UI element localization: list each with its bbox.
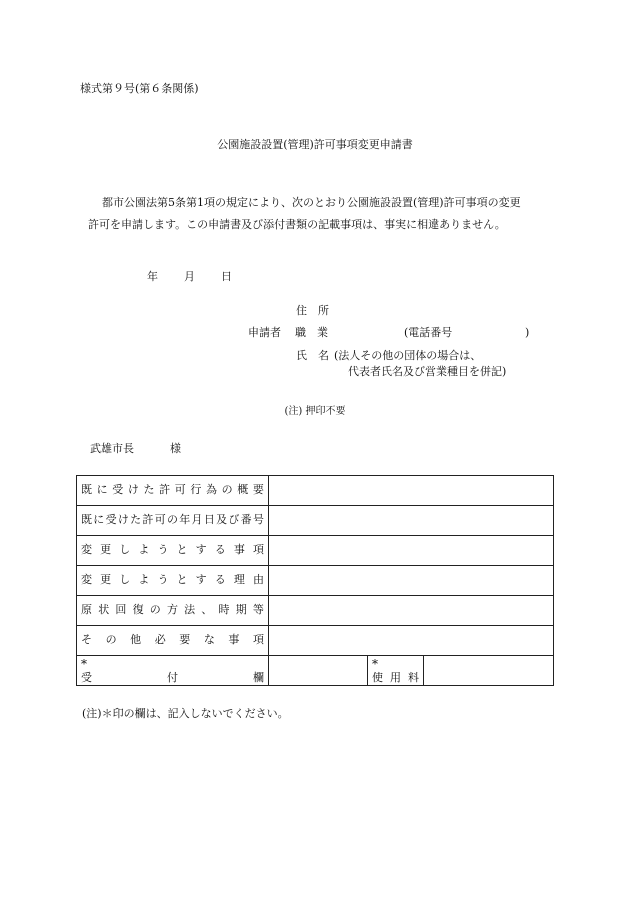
label-char: 日 (203, 513, 215, 527)
fee-star: * (372, 656, 378, 671)
reception-label (77, 656, 269, 686)
label-char: 許 (159, 483, 171, 497)
row-label (77, 626, 269, 656)
table-row (77, 626, 554, 656)
name-note-line-2: 代表者氏名及び営業種目を併記) (348, 365, 507, 378)
phone-label: (電話番号 (404, 326, 453, 339)
label-char: す (195, 573, 207, 587)
label-char: 等 (252, 603, 264, 617)
label-char: 行 (190, 483, 202, 497)
label-char: 受 (105, 513, 117, 527)
label-char: う (157, 543, 169, 557)
label-char: 項 (252, 543, 264, 557)
label-char: 年 (179, 513, 191, 527)
row-input-cell[interactable] (269, 626, 554, 656)
row-label (77, 596, 269, 626)
label-char: び (228, 513, 240, 527)
row-label-text (81, 573, 264, 587)
label-char: た (130, 513, 142, 527)
name-note-line-1: (法人その他の団体の場合は、 (334, 349, 482, 362)
label-char: の (149, 603, 161, 617)
label-char: 既 (81, 513, 92, 527)
table-row (77, 536, 554, 566)
date-line (147, 270, 232, 284)
label-char: 事 (228, 633, 240, 647)
label-char: 項 (252, 633, 264, 647)
row-input-cell[interactable] (269, 596, 554, 626)
row-input-cell[interactable] (269, 506, 554, 536)
date-day: 日 (221, 270, 232, 283)
label-char: す (195, 543, 207, 557)
addressee-honorific: 様 (170, 442, 181, 455)
table-row (77, 566, 554, 596)
label-char: 料 (408, 670, 419, 684)
reception-char: 欄 (253, 670, 264, 684)
label-char: 要 (252, 483, 264, 497)
table-row-reception (77, 656, 554, 686)
label-char: 概 (237, 483, 249, 497)
label-char: 原 (81, 603, 92, 617)
statement-line-1: 都市公園法第5条第1項の規定により、次のとおり公園施設設置(管理)許可事項の変更 (102, 196, 521, 209)
label-char: 変 (81, 573, 92, 587)
document-title: 公園施設設置(管理)許可事項変更申請書 (217, 138, 413, 151)
label-char: 可 (154, 513, 166, 527)
phone-close: ) (525, 326, 530, 339)
date-month: 月 (184, 270, 195, 283)
application-statement (88, 192, 558, 236)
row-label-text (81, 483, 264, 497)
name-label: 氏 名 (296, 349, 329, 362)
row-label (77, 476, 269, 506)
addressee-name: 武雄市長 (90, 442, 134, 455)
label-char: 理 (233, 573, 245, 587)
label-char: け (127, 483, 139, 497)
row-label (77, 566, 269, 596)
fee-cell[interactable] (424, 656, 554, 686)
reception-star: * (81, 656, 87, 671)
label-char: 由 (252, 573, 264, 587)
label-char: 法 (184, 603, 196, 617)
date-year: 年 (147, 270, 158, 283)
table-row (77, 506, 554, 536)
row-label-text (81, 513, 264, 527)
label-char: 番 (240, 513, 252, 527)
label-char: 月 (191, 513, 203, 527)
label-char: 為 (206, 483, 217, 497)
row-input-cell[interactable] (269, 536, 554, 566)
label-char: な (203, 633, 215, 647)
label-char: う (157, 573, 169, 587)
label-char: し (119, 543, 131, 557)
label-char: の (221, 483, 233, 497)
label-char: た (143, 483, 155, 497)
label-char: そ (81, 633, 92, 647)
row-input-cell[interactable] (269, 566, 554, 596)
label-char: 要 (179, 633, 191, 647)
label-char: よ (138, 543, 150, 557)
row-label (77, 506, 269, 536)
applicant-label: 申請者 (248, 326, 281, 339)
row-label-text (81, 633, 264, 647)
label-char: 事 (233, 543, 245, 557)
row-label (77, 536, 269, 566)
table-row (77, 476, 554, 506)
label-char: 状 (98, 603, 110, 617)
label-char: し (119, 573, 131, 587)
label-char: 更 (100, 543, 112, 557)
occupation-label: 職 業 (295, 326, 328, 339)
label-char: 用 (390, 670, 401, 684)
table-row (77, 596, 554, 626)
label-char: 、 (201, 603, 213, 617)
reception-cell[interactable] (269, 656, 368, 686)
reception-char: 付 (167, 670, 178, 684)
label-char: け (117, 513, 129, 527)
label-char: 使 (372, 670, 383, 684)
address-label: 住 所 (296, 304, 329, 317)
statement-line-2: 許可を申請します。この申請書及び添付書類の記載事項は、事実に相違ありません。 (88, 218, 506, 231)
label-char: よ (138, 573, 150, 587)
label-char: る (214, 573, 226, 587)
label-char: 必 (154, 633, 166, 647)
label-char: 変 (81, 543, 92, 557)
applicant-block (248, 326, 328, 340)
reception-text (81, 671, 264, 684)
addressee (90, 442, 181, 456)
label-char: 時 (218, 603, 230, 617)
label-char: の (166, 513, 178, 527)
label-char: 既 (81, 483, 92, 497)
label-char: 可 (174, 483, 186, 497)
fee-label (368, 656, 424, 686)
label-char: 更 (100, 573, 112, 587)
label-char: 回 (115, 603, 127, 617)
footer-note: (注)＊印の欄は、記入しないでください。 (82, 707, 289, 720)
application-table (76, 475, 554, 686)
form-number: 様式第９号(第６条関係) (80, 82, 199, 95)
label-char: 受 (112, 483, 124, 497)
label-char: 号 (252, 513, 264, 527)
label-char: と (176, 573, 188, 587)
row-label-text (81, 543, 264, 557)
label-char: に (96, 483, 108, 497)
label-char: と (176, 543, 188, 557)
label-char: 期 (235, 603, 247, 617)
row-input-cell[interactable] (269, 476, 554, 506)
label-char: に (93, 513, 105, 527)
fee-text (372, 671, 419, 684)
label-char: 及 (216, 513, 228, 527)
seal-note: (注) 押印不要 (284, 406, 346, 417)
label-char: る (214, 543, 226, 557)
label-char: 方 (166, 603, 178, 617)
label-char: 他 (130, 633, 142, 647)
label-char: 復 (132, 603, 144, 617)
row-label-text (81, 603, 264, 617)
label-char: の (105, 633, 117, 647)
reception-char: 受 (81, 670, 92, 684)
label-char: 許 (142, 513, 154, 527)
